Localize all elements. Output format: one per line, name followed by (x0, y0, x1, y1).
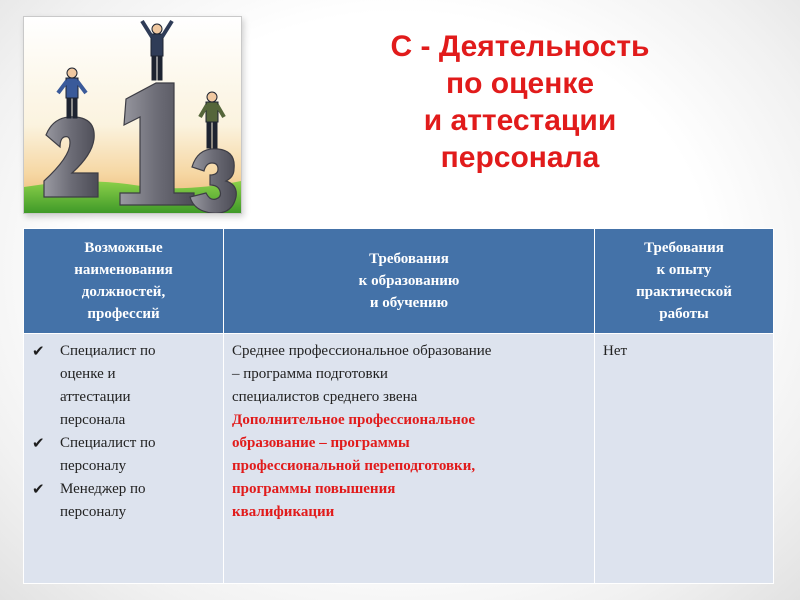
education-cell: Среднее профессиональное образование – программа подготовки специалистов среднего звена Дополнительное профессиональное образование – программы профессиональной переподготовки, программы повышения квалификации (224, 334, 595, 584)
list-item: ✔ Менеджер по персоналу (32, 480, 146, 520)
podium-people-icon (24, 17, 241, 213)
slide-title (300, 28, 740, 176)
header-positions: Возможные наименования должностей, профессий (24, 229, 224, 334)
checkmark-icon: ✔ (32, 434, 45, 452)
list-item: ✔ Специалист по персоналу (32, 434, 156, 474)
title-line: по оценке (445, 67, 595, 100)
checkmark-icon: ✔ (32, 342, 45, 360)
title-line: персонала (440, 141, 600, 174)
title-line: и аттестации (423, 104, 617, 137)
table-header-row (24, 229, 774, 334)
header-education: Требования к образованию и обучению (224, 229, 595, 334)
list-item: ✔ Специалист по оценке и аттестации персонала (32, 342, 156, 428)
table-row (24, 334, 774, 584)
podium-illustration (23, 16, 242, 214)
experience-cell: Нет (595, 334, 774, 584)
positions-cell (24, 334, 224, 584)
positions-list (32, 340, 215, 524)
title-line: С - Деятельность (390, 30, 650, 63)
requirements-table (23, 228, 774, 584)
checkmark-icon: ✔ (32, 480, 45, 498)
header-experience: Требования к опыту практической работы (595, 229, 774, 334)
